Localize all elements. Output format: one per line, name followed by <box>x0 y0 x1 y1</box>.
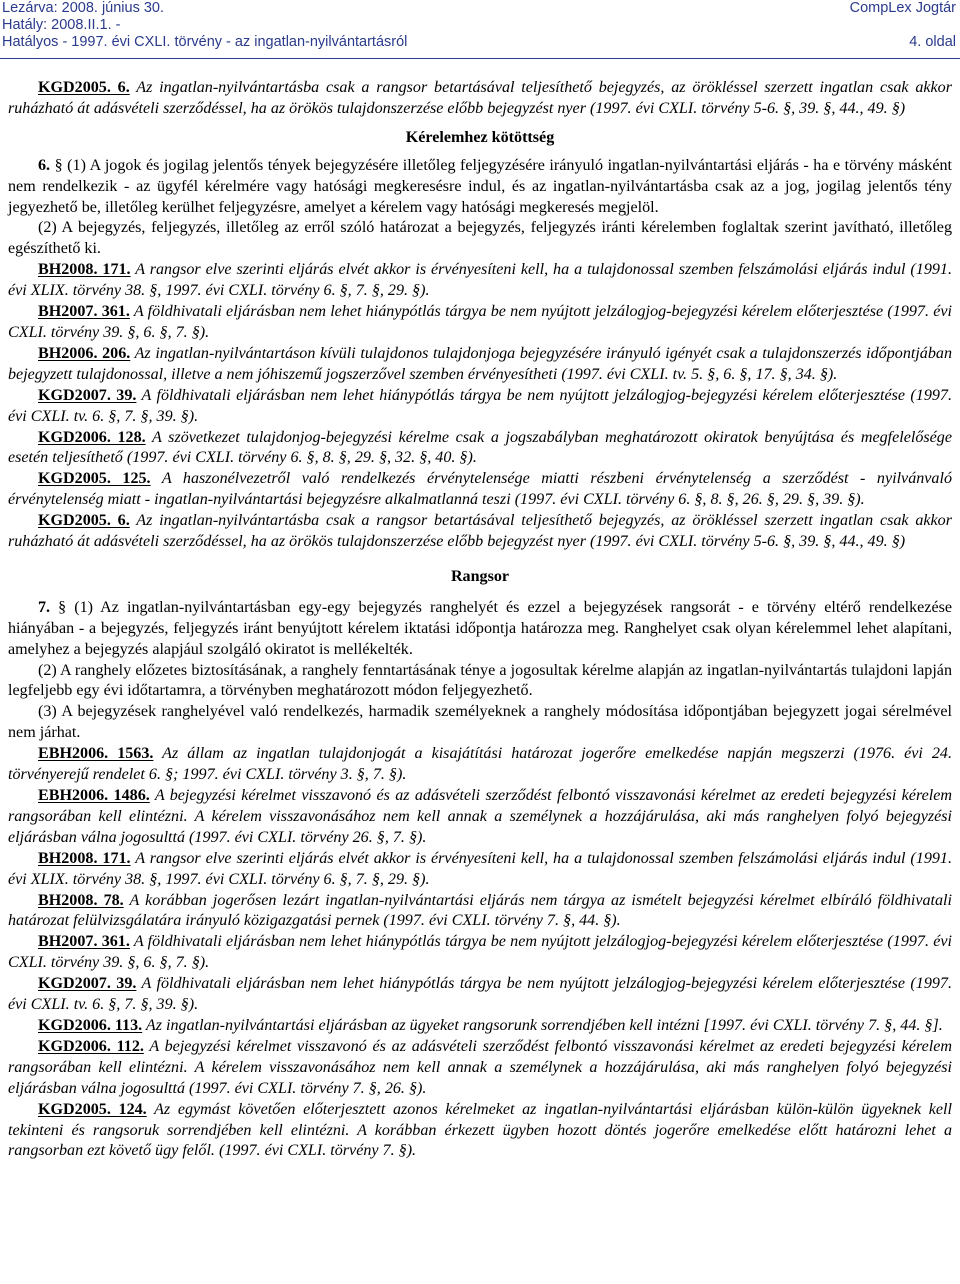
section-number: 7. <box>38 598 51 616</box>
case-summary: A földhivatali eljárásban nem lehet hiánypótlás tárgya be nem nyújtott jelzálogjog-bejegyzési kérelem előterjesztése (1997. évi CXLI. törvény 39. §, 6. §, 7. §). <box>8 933 952 972</box>
header-divider <box>0 58 960 59</box>
section-heading: Rangsor <box>450 567 510 585</box>
case-reference-link[interactable]: EBH2006. 1486. <box>38 787 150 804</box>
section-text: § (1) Az ingatlan-nyilvántartásban egy-egy bejegyzés ranghelyét és ezzel a bejegyzések rangsorát - e törvény eltérő rendelkezése hiányában - a bejegyzés, feljegyzés iránt benyújtott kérelem iktatási időpontja határozza meg. Ranghelyet csak olyan kérelemmel lehet alapítani, amelyhez a bejegyzés alapjául szolgáló okiratot is mellékelték. <box>8 598 952 658</box>
header-effect-date: Hatály: 2008.II.1. - <box>2 17 121 33</box>
case-summary: Az ingatlan-nyilvántartási eljárásban az ügyeket rangsorunk sorrendjében kell intézni [1997. évi CXLI. törvény 7. §, 44. §]. <box>142 1016 943 1034</box>
case-summary: A szövetkezet tulajdonjog-bejegyzési kérelme csak a jogszabályban meghatározott okiratok benyújtása és megfelelősége esetén teljesíthető (1997. évi CXLI. törvény 6. §, 8. §, 29. §, 32. §, 40. §). <box>8 428 952 467</box>
case-reference-link[interactable]: BH2008. 171. <box>38 261 131 279</box>
case-reference-link[interactable]: KGD2005. 124. <box>38 1100 147 1118</box>
case-summary: A haszonélvezetről való rendelkezés érvénytelensége miatti részbeni érvénytelenség a szerződést - nyilvánvaló érvénytelenség miatt - ingatlan-nyilvántartási bejegyzésre alkalmatlanná teszi (1997. évi CXLI. törvény 6. §, 8. §, 26. §, 29. §, 39. §). <box>8 470 952 509</box>
case-reference-link[interactable]: KGD2006. 128. <box>38 428 146 446</box>
case-reference-link[interactable]: BH2008. 78. <box>38 891 124 909</box>
case-entry <box>8 891 952 933</box>
case-summary: Az egymást követően előterjesztett azonos kérelmeket az ingatlan-nyilvántartási eljárásban külön-külön ügyeknek kell tekinteni és rangsoruk sorrendjében kell elintézni. A korábban érkezett ügyben hozott döntés jogerőre emelkedése előtt határozni lehet a rangsorban ezt követő ügy felől. (1997. évi CXLI. törvény 7. §). <box>8 1100 952 1160</box>
continued-case <box>8 78 952 120</box>
section-7-case-list <box>8 744 952 1162</box>
case-reference-link[interactable]: KGD2005. 125. <box>38 470 151 488</box>
header-page-number: 4. oldal <box>909 34 956 50</box>
case-entry <box>8 932 952 974</box>
header-publisher: CompLex Jogtár <box>849 0 956 16</box>
case-reference-link[interactable]: EBH2006. 1563. <box>38 745 154 763</box>
case-reference-link[interactable]: BH2006. 206. <box>38 344 131 362</box>
section-6-paragraph-2: (2) A bejegyzés, feljegyzés, illetőleg az erről szóló határozat a bejegyzés, feljegyzés iránti kérelemben foglaltak szerint javítható, illetőleg egészíthető ki. <box>8 219 952 258</box>
case-entry <box>8 1100 952 1163</box>
case-entry <box>8 974 952 1016</box>
case-summary: Az ingatlan-nyilvántartásba csak a rangsor betartásával teljesíthető bejegyzés, az örökléssel szerzett ingatlan csak akkor ruházható át adásvételi szerződéssel, ha az örökös tulajdonszerzése előbb bejegyzést nyer (1997. évi CXLI. törvény 5-6. §, 39. §, 44., 49. §) <box>8 512 952 551</box>
case-entry <box>8 849 952 891</box>
case-entry <box>8 386 952 428</box>
section-text: § (1) A jogok és jogilag jelentős tények bejegyzésére illetőleg feljegyzésére irányuló ingatlan-nyilvántartási eljárás - ha e törvény másként nem rendelkezik - az ügyfél kérelmére vagy hatósági megkeresésre indul, és az ingatlan-nyilvántartásba csak az a jog, jogilag jelentős tény jegyezhető be, illetőleg kerülhet feljegyzésre, amelyet a kérelem vagy hatósági megkeresés megjelöl. <box>8 156 952 216</box>
case-reference-link[interactable]: BH2008. 171. <box>38 849 131 867</box>
header-spacer <box>850 17 956 34</box>
case-summary: A földhivatali eljárásban nem lehet hiánypótlás tárgya be nem nyújtott jelzálogjog-bejegyzési kérelem előterjesztése (1997. évi CXLI. tv. 6. §, 7. §, 39. §). <box>8 386 952 425</box>
section-number: 6. <box>38 156 51 174</box>
case-summary: A földhivatali eljárásban nem lehet hiánypótlás tárgya be nem nyújtott jelzálogjog-bejegyzési kérelem előterjesztése (1997. évi CXLI. tv. 6. §, 7. §, 39. §). <box>8 975 952 1014</box>
case-reference-link[interactable]: BH2007. 361. <box>38 933 130 951</box>
case-entry <box>8 786 952 849</box>
section-6-paragraph-1 <box>8 156 952 219</box>
section-heading: Kérelemhez kötöttség <box>405 128 555 146</box>
case-summary: A bejegyzési kérelmet visszavonó és az adásvételi szerződést felbontó visszavonási kérelmet az eredeti bejegyzési kérelem rangsorában kell elintézni. A kérelem visszavonásához nem kell annak a személynek a hozzájárulása, aki más ranghelyen folyó bejegyzési eljárásban válna jogosulttá (1997. évi CXLI. törvény 7. §, 26. §). <box>8 1037 952 1097</box>
case-reference-link[interactable]: KGD2007. 39. <box>38 975 137 993</box>
case-summary: A földhivatali eljárásban nem lehet hiánypótlás tárgya be nem nyújtott jelzálogjog-bejegyzési kérelem előterjesztése (1997. évi CXLI. törvény 39. §, 6. §, 7. §). <box>8 303 952 341</box>
section-7-paragraph-2: (2) A ranghely előzetes biztosításának, a ranghely fenntartásának ténye a jogosultak kérelme alapján az ingatlan-nyilvántartás tulajdoni lapján legfeljebb egy évi időtartamra, a törvényben meghatározott módon feljegyezhető. <box>8 661 952 700</box>
case-reference-link[interactable]: KGD2007. 39. <box>38 386 137 404</box>
section-7-paragraph-1 <box>8 598 952 661</box>
case-reference-link[interactable]: KGD2005. 6. <box>38 79 130 96</box>
case-reference-link[interactable]: KGD2005. 6. <box>38 512 130 530</box>
case-entry <box>8 302 952 344</box>
case-entry <box>8 744 952 786</box>
case-summary: Az ingatlan-nyilvántartáson kívüli tulajdonos tulajdonjoga bejegyzésére irányuló igényét csak a tulajdonszerzés időpontjában bejegyzett tulajdonossal, illetve a nem jóhiszemű jogszerzővel szemben érvényesítheti (1997. évi CXLI. tv. 5. §, 6. §, 17. §, 34. §). <box>8 344 952 383</box>
case-entry <box>8 469 952 511</box>
case-summary: Az ingatlan-nyilvántartásba csak a rangsor betartásával teljesíthető bejegyzés, az örökléssel szerzett ingatlan csak akkor ruházható át adásvételi szerződéssel, ha az örökös tulajdonszerzése előbb bejegyzést nyer (1997. évi CXLI. törvény 5-6. §, 39. §, 44., 49. §) <box>8 79 952 117</box>
case-entry <box>8 428 952 470</box>
case-entry <box>8 344 952 386</box>
document-body <box>8 78 952 1162</box>
case-reference-link[interactable]: BH2007. 361. <box>38 303 130 321</box>
header-closed-date: Lezárva: 2008. június 30. <box>2 0 165 16</box>
case-summary: A korábban jogerősen lezárt ingatlan-nyilvántartási eljárás nem tárgya az ismételt bejegyzési kérelmet elbíráló földhivatali határozat felülvizsgálatára irányuló közigazgatási pernek (1997. évi CXLI. törvény 7. §, 44. §). <box>8 891 952 930</box>
case-reference-link[interactable]: KGD2006. 113. <box>38 1016 143 1034</box>
page-header-left <box>2 0 407 51</box>
section-7-paragraph-3: (3) A bejegyzések ranghelyével való rendelkezés, harmadik személyeknek a ranghely módosítása időpontjában bejegyzett jogai sérelmével nem járhat. <box>8 703 952 742</box>
section-6-case-list <box>8 260 952 553</box>
page-header-right <box>850 0 956 51</box>
case-entry <box>8 1016 952 1037</box>
case-summary: A bejegyzési kérelmet visszavonó és az adásvételi szerződést felbontó visszavonási kérelmet az eredeti bejegyzési kérelem rangsorában kell elintézni. A kérelem visszavonásához nem kell annak a személynek a hozzájárulása, aki más ranghelyen folyó bejegyzési eljárásban válna jogosulttá (1997. évi CXLI. törvény 26. §, 7. §). <box>8 787 952 846</box>
case-entry <box>8 511 952 553</box>
case-summary: A rangsor elve szerinti eljárás elvét akkor is érvényesíteni kell, ha a tulajdonossal szemben felszámolási eljárás indul (1991. évi XLIX. törvény 38. §, 1997. évi CXLI. törvény 6. §, 7. §, 29. §). <box>8 261 952 300</box>
header-law-title: Hatályos - 1997. évi CXLI. törvény - az ingatlan-nyilvántartásról <box>2 34 408 50</box>
case-reference-link[interactable]: KGD2006. 112. <box>38 1037 144 1055</box>
case-summary: Az állam az ingatlan tulajdonjogát a kisajátítási határozat jogerőre emelkedése napján megszerzi (1976. évi 24. törvényerejű rendelet 6. §; 1997. évi CXLI. törvény 3. §, 7. §). <box>8 745 952 784</box>
case-entry <box>8 260 952 302</box>
case-entry <box>8 1037 952 1100</box>
case-summary: A rangsor elve szerinti eljárás elvét akkor is érvényesíteni kell, ha a tulajdonossal szemben felszámolási eljárás indul (1991. évi XLIX. törvény 38. §, 1997. évi CXLI. törvény 6. §, 7. §, 29. §). <box>8 849 952 888</box>
